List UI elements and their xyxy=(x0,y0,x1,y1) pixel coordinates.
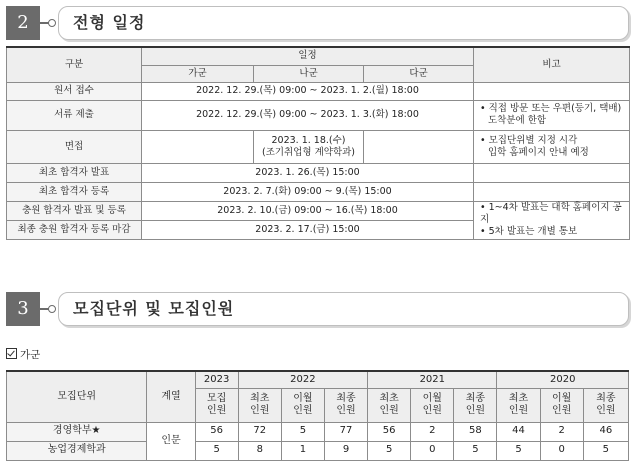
row-schedule: 2022. 12. 29.(목) 09:00 ~ 2023. 1. 3.(화) 18:00 xyxy=(142,100,474,130)
cell-value: 5 xyxy=(195,441,238,460)
header-group-ga: 가군 xyxy=(142,65,254,82)
row-note xyxy=(474,130,630,163)
row-note xyxy=(474,201,630,239)
row-note xyxy=(474,82,630,100)
cell-value: 5 xyxy=(583,441,628,460)
note-line: 입학 홈페이지 안내 예정 xyxy=(488,146,589,158)
cell-value: 5 xyxy=(497,441,540,460)
section-header-schedule xyxy=(6,6,629,40)
cell-value: 1 xyxy=(281,441,324,460)
section-header-quota xyxy=(6,292,629,326)
header-final: 최종 인원 xyxy=(324,388,367,422)
cell-value: 72 xyxy=(238,422,281,441)
note-line: 도착분에 한함 xyxy=(488,115,547,126)
row-note xyxy=(474,100,630,130)
unit-name: 경영학부★ xyxy=(7,422,147,441)
header-group-da: 다군 xyxy=(364,65,474,82)
cell-value: 8 xyxy=(238,441,281,460)
header-year: 2021 xyxy=(368,371,497,388)
cell-value: 56 xyxy=(195,422,238,441)
section-number: 3 xyxy=(6,292,40,326)
row-note xyxy=(474,182,630,201)
cell-value: 5 xyxy=(281,422,324,441)
row-label: 최종 충원 합격자 등록 마감 xyxy=(7,220,142,239)
header-category: 구분 xyxy=(7,47,142,82)
group-label-text: 가군 xyxy=(20,349,41,361)
note-line: • 1~4차 발표는 대학 홈페이지 공지 xyxy=(480,202,622,226)
note-line: • 5차 발표는 개별 통보 xyxy=(480,225,578,237)
cell-value: 5 xyxy=(454,441,497,460)
header-transfer: 이월 인원 xyxy=(411,388,454,422)
header-transfer: 이월 인원 xyxy=(540,388,583,422)
header-unit: 모집단위 xyxy=(7,371,147,422)
row-label: 원서 접수 xyxy=(7,82,142,100)
header-year: 2023 xyxy=(195,371,238,388)
section-title: 모집단위 및 모집인원 xyxy=(73,299,235,318)
schedule-table xyxy=(6,46,630,240)
cell-value: 5 xyxy=(368,441,411,460)
header-year: 2020 xyxy=(497,371,629,388)
section-title: 전형 일정 xyxy=(73,13,146,32)
interview-date: 2023. 1. 18.(수) xyxy=(271,134,346,146)
table-row xyxy=(7,422,629,441)
header-field: 계열 xyxy=(147,371,195,422)
row-schedule: 2023. 2. 17.(금) 15:00 xyxy=(142,220,474,239)
cell-value: 77 xyxy=(324,422,367,441)
note-line: • 직접 방문 또는 우편(등기, 택배) xyxy=(480,103,622,115)
cell-value: 56 xyxy=(368,422,411,441)
cell-value: 58 xyxy=(454,422,497,441)
cell-value: 2 xyxy=(540,422,583,441)
row-label: 최초 합격자 등록 xyxy=(7,182,142,201)
group-label xyxy=(6,347,40,362)
header-initial: 최초 인원 xyxy=(238,388,281,422)
header-transfer: 이월 인원 xyxy=(281,388,324,422)
section-title-box xyxy=(58,292,629,326)
header-schedule: 일정 xyxy=(142,47,474,65)
row-schedule-empty xyxy=(364,130,474,163)
cell-value: 0 xyxy=(411,441,454,460)
row-schedule: 2022. 12. 29.(목) 09:00 ~ 2023. 1. 2.(월) 18:00 xyxy=(142,82,474,100)
header-year: 2022 xyxy=(238,371,367,388)
header-note: 비고 xyxy=(474,47,630,82)
section-connector-dot xyxy=(48,305,56,313)
cell-value: 0 xyxy=(540,441,583,460)
header-quota: 모집 인원 xyxy=(195,388,238,422)
note-line: • 모집단위별 지정 시각 xyxy=(480,134,578,146)
header-final: 최종 인원 xyxy=(583,388,628,422)
quota-table xyxy=(6,370,629,461)
header-initial: 최초 인원 xyxy=(497,388,540,422)
row-schedule xyxy=(254,130,364,163)
cell-value: 44 xyxy=(497,422,540,441)
row-label: 서류 제출 xyxy=(7,100,142,130)
cell-value: 2 xyxy=(411,422,454,441)
row-note xyxy=(474,163,630,182)
header-final: 최종 인원 xyxy=(454,388,497,422)
row-schedule: 2023. 2. 10.(금) 09:00 ~ 16.(목) 18:00 xyxy=(142,201,474,220)
row-schedule: 2023. 1. 26.(목) 15:00 xyxy=(142,163,474,182)
table-row xyxy=(7,441,629,460)
section-title-box xyxy=(58,6,629,40)
header-initial: 최초 인원 xyxy=(368,388,411,422)
row-label: 면접 xyxy=(7,130,142,163)
cell-value: 9 xyxy=(324,441,367,460)
row-schedule-empty xyxy=(142,130,254,163)
row-schedule: 2023. 2. 7.(화) 09:00 ~ 9.(목) 15:00 xyxy=(142,182,474,201)
section-number: 2 xyxy=(6,6,40,40)
unit-name: 농업경제학과 xyxy=(7,441,147,460)
section-connector-dot xyxy=(48,19,56,27)
row-label: 최초 합격자 발표 xyxy=(7,163,142,182)
field-cell: 인문 xyxy=(147,422,195,460)
header-group-na: 나군 xyxy=(254,65,364,82)
checkbox-checked-icon xyxy=(6,348,17,359)
cell-value: 46 xyxy=(583,422,628,441)
interview-track: (조기취업형 계약학과) xyxy=(261,146,356,158)
row-label: 충원 합격자 발표 및 등록 xyxy=(7,201,142,220)
